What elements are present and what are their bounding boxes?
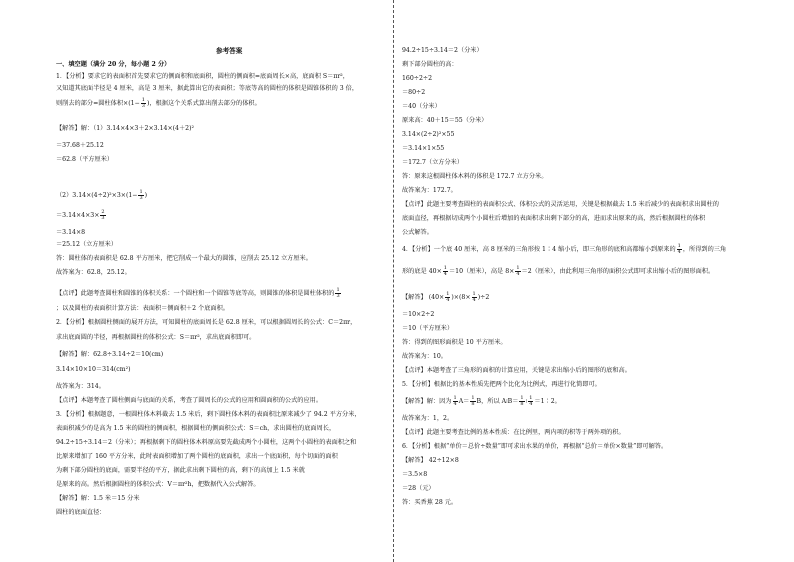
answer-line: 圆柱的底面直径： [56, 509, 106, 516]
answer-line: 94.2÷15÷3.14＝2（分米）；再根据剩下的圆柱体木料原高要先截成两个小圆柱，这两个小圆柱的表面积之和 [56, 439, 357, 446]
answer-line: 答：得到的图形面积是 10 平方厘米。 [402, 339, 507, 346]
answer-line: 答：圆柱体的表面积是 62.8 平方厘米，把它削成一个最大的圆锥，应削去 25.12 立方厘米。 [56, 255, 312, 262]
fraction: $\frac{1}{4}$ [453, 395, 457, 407]
answer-line: 【解答】 42÷12×8 [402, 457, 459, 464]
answer-line: 比原来增加了 160 平方分米，此时表面积增加了两个圆柱的底面积，求出一个底面积，每个切面的面积 [56, 453, 338, 460]
answer-line: 5．【分析】根据比的基本性质先把两个比化为比例式，再进行化简即可。 [402, 381, 601, 388]
answer-line: ＝28（元） [402, 485, 435, 492]
answer-line: （2）3.14×(4÷2)²×3×(1− $\frac{1}{3}$ ) [56, 189, 148, 201]
answer-line: ＝3.14×4×3× $\frac{2}{3}$ [56, 209, 105, 221]
answer-line: 则削去的部分=圆柱体积×(1− $\frac{1}{3}$ )，根据这个关系式算出削去部分的体积。 [56, 97, 261, 109]
fraction: $\frac{1}{3}$ [336, 287, 340, 299]
answer-line: ＝62.8（平方厘米） [56, 156, 114, 163]
fraction: $\frac{1}{8}$ [520, 395, 524, 407]
answer-line: 答：买香蕉 28 元。 [402, 499, 458, 506]
page-title: 参考答案 [216, 47, 243, 55]
fraction: $\frac{1}{3}$ [139, 189, 143, 201]
answer-line: 【解答】解：（1）3.14×4×3＋2×3.14×(4＋2)² [56, 125, 194, 132]
fraction: $\frac{1}{4}$ [677, 243, 681, 255]
answer-line: 【解答】解：因为 $\frac{1}{4}$ A＝ $\frac{1}{8}$ B，所以 A∶B＝ $\frac{1}{8}$ ∶ $\frac{1}{4}$ ＝1∶2。 [402, 395, 561, 407]
answer-line: 【解答】 (40× $\frac{1}{4}$ )×(8× $\frac{1}{4}$ )÷2 [402, 291, 490, 303]
answer-line: ＝10（平方厘米） [402, 325, 454, 332]
answer-line: 1．【分析】要求它的表面积首先要求它的侧面积和底面积，圆柱的侧面积=底面周长×高，底面积 S＝πr²， [56, 73, 349, 80]
answer-line: ＝25.12（立方厘米） [56, 241, 118, 248]
answer-line: 答：原来这根圆柱体木料的体积是 172.7 立方分米。 [402, 173, 548, 180]
answer-line: 3.14×10×10＝314(cm²) [56, 366, 131, 373]
answer-line: ；以及圆柱的表面积计算方法：表面积＝侧面积＋2 个底面积。 [56, 305, 229, 312]
fraction: $\frac{2}{3}$ [101, 209, 105, 221]
answer-line: 是原来的高。然后根据圆柱的体积公式：V＝πr²h，把数据代入公式解答。 [56, 481, 260, 488]
answer-line: 故答案为：172.7。 [402, 187, 457, 194]
fraction: $\frac{1}{3}$ [141, 97, 145, 109]
fraction: $\frac{1}{8}$ [471, 395, 475, 407]
answer-line: 【点评】本题考查了三角形的面积的计算应用，关键是求出缩小后的图形的底和高。 [402, 367, 631, 374]
fraction: $\frac{1}{4}$ [443, 265, 447, 277]
answer-line: 故答案为：1，2。 [402, 415, 454, 422]
answer-line: 3．【分析】根据题意，一根圆柱体木料截去 1.5 米后，剩下圆柱体木料的表面积比原来减少了 94.2 平方分米， [56, 411, 361, 418]
answer-line: 2．【分析】根据圆柱侧面的展开方法，可知圆柱的底面周长是 62.8 厘米，可以根据圆周长的公式：C＝2πr， [56, 319, 357, 326]
answer-line: 表面积减少的是高为 1.5 米的圆柱的侧面积，根据圆柱的侧面积公式：S＝ch，求出圆柱的底面周长， [56, 425, 336, 432]
answer-line: 故答案为：62.8，25.12。 [56, 269, 131, 276]
fraction: $\frac{1}{4}$ [446, 291, 450, 303]
answer-line: 形的底是 40× $\frac{1}{4}$ ＝10（厘米），高是 8× $\frac{1}{4}$ ＝2（厘米），由此利用三角形的面积公式即可求出缩小后的图形面积。 [402, 265, 715, 277]
answer-line: ＝40（分米） [402, 103, 441, 110]
answer-line: ＝3.5×8 [402, 471, 428, 478]
answer-line: 底面直径，再根据切成两个小圆柱后增加的表面积求出剩下部分的高，进而求出原来的高，然后根据圆柱的体积 [402, 215, 706, 222]
column-divider [393, 0, 394, 562]
answer-line: 94.2÷15÷3.14＝2（分米） [402, 47, 483, 54]
answer-line: 160÷2÷2 [402, 75, 433, 82]
answer-line: 【点评】此题考查圆柱和圆锥的体积关系：一个圆柱和一个圆锥等底等高，则圆锥的体积是圆柱体积的 $\frac{1}{3}$ [56, 287, 340, 299]
answer-line: 3.14×(2÷2)²×55 [402, 131, 455, 138]
answer-line: 公式解答。 [402, 229, 433, 236]
answer-line: ＝3.14×8 [56, 229, 86, 236]
answer-line: 6．【分析】根据“单价＝总价÷数量”即可求出水果的单价，再根据“总价＝单价×数量”即可解答。 [402, 443, 668, 450]
answer-line: 为剩下部分圆柱的底面，需要半径的平方，据此求出剩下圆柱的高，剩下的高加上 1.5 米就 [56, 467, 305, 474]
fraction: $\frac{1}{4}$ [472, 291, 476, 303]
answer-line: 【解答】解：62.8÷3.14÷2＝10(cm) [56, 351, 164, 358]
fraction: $\frac{1}{4}$ [516, 265, 520, 277]
answer-line: 【解答】解：1.5 米＝15 分米 [56, 495, 140, 502]
answer-line: 【点评】此题主要考查圆柱的表面积公式、体积公式的灵活运用，关键是根据截去 1.5 米后减少的表面积求出圆柱的 [402, 201, 719, 208]
answer-line: 求出底面圆的半径，再根据圆柱的体积公式：S＝πr²，求出底面积即可。 [56, 334, 256, 341]
answer-line: ＝3.14×1×55 [402, 145, 445, 152]
answer-line: ＝37.68＋25.12 [56, 142, 104, 149]
answer-line: 4．【分析】一个底 40 厘米，高 8 厘米的三角形按 1∶4 缩小后，即三角形的底和高都缩小到原来的 $\frac{1}{4}$ ，所得到的三角 [402, 243, 727, 255]
answer-line: 剩下部分圆柱的高： [402, 61, 458, 68]
answer-line: 【点评】本题考查了圆柱侧面与底面的关系，考查了圆周长的公式的应用和圆面积的公式的应用。 [56, 397, 323, 404]
answer-line: 又知道其底面半径是 4 厘米，高是 3 厘米，据此算出它的表面积；等底等高的圆柱的体积是圆锥体积的 3 倍， [56, 85, 359, 92]
answer-line: 【点评】此题主要考查比例的基本性质：在比例里，两内项的积等于两外项的积。 [402, 429, 625, 436]
fraction: $\frac{1}{4}$ [529, 395, 533, 407]
answer-line: ＝80÷2 [402, 89, 426, 96]
answer-line: ＝172.7（立方分米） [402, 159, 464, 166]
answer-line: 故答案为：314。 [56, 383, 105, 390]
section-heading: 一、填空题（满分 20 分，每小题 2 分） [56, 61, 171, 68]
answer-line: ＝10×2÷2 [402, 311, 435, 318]
answer-line: 原来高：40＋15＝55（分米） [402, 117, 488, 124]
answer-line: 故答案为：10。 [402, 353, 447, 360]
